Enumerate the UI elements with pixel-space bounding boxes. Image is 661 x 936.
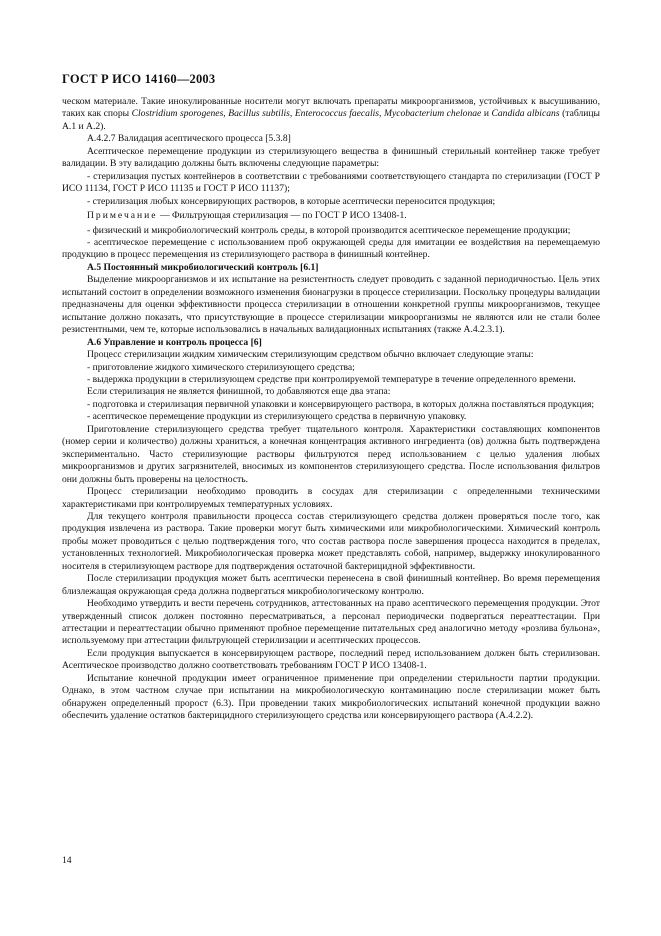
paragraph: Необходимо утвердить и вести перечень сотрудников, аттестованных на право асептического перемещения продукции. Этот утвержденный список должен постоянно пересматриваться, а персонал периодически подвергаться переаттестации. При аттестации и переаттестации обычно применяют пробное перемещение питательных сред аналогично методу «розлива бульона», используемому при аттестации фильтрующей стерилизации и асептических процессов. xyxy=(62,598,600,647)
paragraph: Процесс стерилизации жидким химическим стерилизующим средством обычно включает следующие этапы: xyxy=(87,349,534,361)
paragraph: Примечание — Фильтрующая стерилизация — по ГОСТ Р ИСО 13408-1. xyxy=(87,210,407,222)
document-body xyxy=(62,96,600,723)
paragraph: - физический и микробиологический контроль среды, в которой производится асептическое перемещение продукции; xyxy=(87,224,571,236)
paragraph: А.6 Управление и контроль процесса [6] xyxy=(87,336,262,348)
paragraph: Для текущего контроля правильности процесса состав стерилизующего средства должен проверяться после того, как продукция извлечена из раствора. Такие проверки могут быть химическими или микробиологическими. Химический контроль пробы может проводиться с целью подтверждения того, что состав раствора после завершения процесса находится в пределах, установленных технологией. Микробиологическая проверка может представлять собой, например, выдержку инокулированного носителя в стерилизующем растворе для подтверждения остаточной бактерицидной эффективности. xyxy=(62,510,600,572)
paragraph: Если продукция выпускается в консервирующем растворе, последний перед использованием должен быть стерилизован. Асептическое производство должно соответствовать требованиям ГОСТ Р ИСО 13408-1. xyxy=(62,647,600,672)
paragraph: Испытание конечной продукции имеет ограниченное применение при определении стерильности партии продукции. Однако, в этом частном случае при испытании на микробиологическую контаминацию после стерилизации может быть обнаружен определенный пророст (6.3). При проведении таких микробиологических испытаний конечной продукции важно обеспечить удаление остатков бактерицидного стерилизующего средства или консервирующего раствора (А.4.2.2). xyxy=(62,672,600,722)
paragraph: Если стерилизация не является финишной, то добавляются еще два этапа: xyxy=(87,386,391,398)
paragraph: Выделение микроорганизмов и их испытание на резистентность следует проводить с заданной периодичностью. Цель этих испытаний состоит в определении возможного изменения бионагрузки в процессе стерилизации. Поскольку процедуры валидации предназначены для оценки эффективности процесса стерилизации в отношении конкретной группы микроорганизмов, текущее испытание должно показать, что присутствующие в процессе стерилизации микроорганизмы не являются или не стали более резистентными, чем те, которые использовались в начальных валидационных испытаниях (также А.4.2.3.1). xyxy=(62,274,600,336)
paragraph: - подготовка и стерилизация первичной упаковки и консервирующего раствора, в которых должна поставляться продукция; xyxy=(87,398,595,410)
paragraph: - стерилизация пустых контейнеров в соответствии с требованиями соответствующего стандарта по стерилизации (ГОСТ Р ИСО 11134, ГОСТ Р ИСО 11135 и ГОСТ Р ИСО 11137); xyxy=(62,170,600,195)
paragraph: - выдержка продукции в стерилизующем средстве при контролируемой температуре в течение определенного времени. xyxy=(87,373,576,385)
paragraph: - асептическое перемещение продукции из стерилизующего средства в первичную упаковку. xyxy=(87,411,467,423)
paragraph: - стерилизация любых консервирующих растворов, в которые асептически переносится продукция; xyxy=(87,195,496,207)
paragraph: А.5 Постоянный микробиологический контроль [6.1] xyxy=(87,261,319,273)
paragraph: А.4.2.7 Валидация асептического процесса [5.3.8] xyxy=(87,133,291,145)
document-header-title: ГОСТ Р ИСО 14160—2003 xyxy=(62,72,216,86)
paragraph: - асептическое перемещение с использованием проб окружающей среды для имитации ее воздействия на перемещаемую продукцию в процесс перемещения из стерилизующего раствора в финишный контейнер. xyxy=(62,236,600,261)
paragraph: Процесс стерилизации необходимо проводить в сосудах для стерилизации с определенными техническими характеристиками при контролируемых температурных условиях. xyxy=(62,486,600,510)
paragraph: Приготовление стерилизующего средства требует тщательного контроля. Характеристики составляющих компонентов (номер серии и количество) должны храниться, а конечная концентрация активного ингредиента (ов) должна быть подтверждена экспериментально. Часто стерилизующие растворы фильтруются перед использованием с целью удаления любых микроорганизмов и других загрязнителей, вносимых из компонентов стерилизующего средства. После использования фильтров они должны быть проверены на целостность. xyxy=(62,423,600,485)
paragraph: После стерилизации продукция может быть асептически перенесена в свой финишный контейнер. Во время перемещения близлежащая окружающая среда должна подвергаться микробиологическому контролю. xyxy=(62,573,600,597)
page-number: 14 xyxy=(62,855,72,866)
paragraph: ческом материале. Такие инокулированные носители могут включать препараты микроорганизмов, устойчивых к высушиванию, таких как споры Clostridium sporogenes, Bacillus subtilis, Enterococcus faecalis, Mycobacterium chelonae и Candida albicans (таблицы А.1 и А.2). xyxy=(62,96,600,132)
paragraph: - приготовление жидкого химического стерилизующего средства; xyxy=(87,361,355,373)
paragraph: Асептическое перемещение продукции из стерилизующего вещества в финишный стерильный контейнер также требует валидации. В эту валидацию должны быть включены следующие параметры: xyxy=(62,145,600,170)
